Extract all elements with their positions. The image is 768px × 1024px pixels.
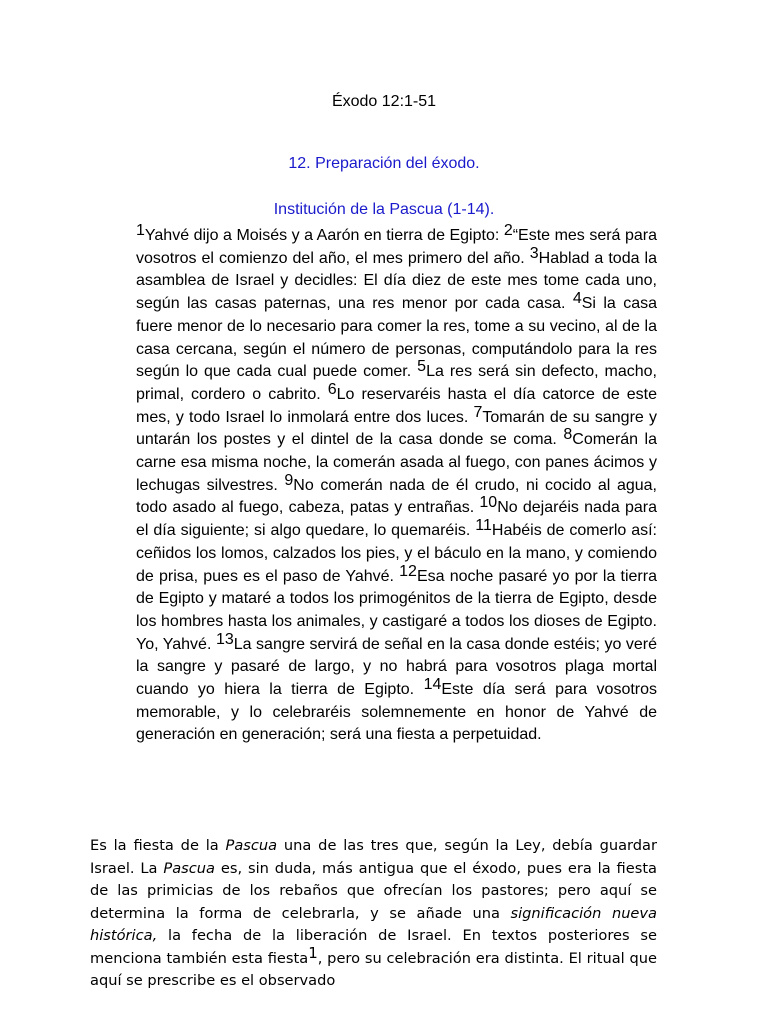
verse-number: 4 [572, 290, 582, 308]
verse-text: Tomarán de su sangre y untarán los postes y el dintel de la casa donde se coma. [136, 408, 657, 449]
commentary-text: es, sin duda, más antigua que el éxodo, pues era la fiesta de las primicias de los rebaños que ofrecían los pastores; pero aquí se determina la forma de celebrarla, y se añade una [90, 859, 657, 922]
passage-reference: Éxodo 12:1-51 [331, 93, 437, 110]
verse-text: “Este mes será para vosotros el comienzo del año, el mes primero del año. [136, 227, 657, 267]
verse-number: 8 [563, 426, 573, 444]
verse-text: Comerán la carne esa misma noche, la comerán asada al fuego, con panes ácimos y lechugas silvestres. [136, 431, 658, 494]
commentary-text: una de las tres que, según la Ley, debía guardar Israel. La [90, 837, 657, 877]
verse-number: 12 [399, 562, 417, 580]
footnote-marker[interactable]: 1 [308, 943, 318, 962]
verse-text: No dejaréis nada para el día siguiente; si algo quedare, lo quemaréis. [136, 499, 657, 540]
verse-number: 1 [136, 222, 145, 239]
commentary-text: la fecha de la liberación de Israel. En textos posteriores se menciona también esta fiesta [90, 927, 657, 967]
verse-text: Este día será para vosotros memorable, y lo celebraréis solemnemente en honor de Yahvé de generación en generación; será una fiesta a perpetuidad. [136, 681, 658, 744]
verse-text: Esa noche pasaré yo por la tierra de Egipto y mataré a todos los primogénitos de la tierra de Egipto, desde los hombres hasta los animales, y castigaré a todos los dioses de Egipto. Yo, Yahvé. [136, 567, 657, 653]
verse-text: Hablad a toda la asamblea de Israel y decidles: El día diez de este mes tome cada uno, según las casas paternas, una res menor por cada casa. [136, 249, 657, 313]
verse-number: 5 [417, 358, 427, 376]
commentary-paragraph [90, 835, 657, 993]
verse-number: 7 [473, 403, 483, 421]
commentary-emphasis: Pascua [163, 859, 215, 877]
verse-text: No comerán nada de él crudo, ni cocido al agua, todo asado al fuego, cabeza, patas y entrañas. [136, 476, 657, 517]
verse-number: 14 [423, 676, 442, 694]
verse-text: Si la casa fuere menor de lo necesario para comer la res, tome a su vecino, al de la casa cercana, según el número de personas, computándolo para la res según lo que cada cual puede comer. [136, 295, 657, 381]
verse-number: 9 [284, 471, 294, 489]
subsection-title: Institución de la Pascua (1-14). [273, 201, 495, 218]
verse-text: La sangre servirá de señal en la casa donde estéis; yo veré la sangre y pasaré de largo, y no habrá para vosotros plaga mortal cuando yo hiera la tierra de Egipto. [136, 635, 658, 699]
commentary-emphasis: Pascua [225, 837, 278, 854]
verse-text: Lo reservaréis hasta el día catorce de este mes, y todo Israel lo inmolará entre dos luces. [136, 385, 658, 426]
verse [136, 222, 499, 244]
verse-number: 3 [529, 244, 539, 262]
verse-number: 13 [215, 630, 234, 648]
verse-number: 6 [327, 380, 337, 398]
verse-number: 10 [479, 494, 498, 512]
verse-text: Habéis de comerlo así: ceñidos los lomos, calzados los pies, y el báculo en la mano, y comiendo de prisa, pues es el paso de Yahvé. [136, 522, 658, 585]
scripture-text [136, 222, 658, 747]
verse-text: La res será sin defecto, macho, primal, cordero o cabrito. [136, 363, 657, 403]
verse-text: Yahvé dijo a Moisés y a Aarón en tierra de Egipto: [144, 227, 500, 244]
verse-number: 11 [475, 517, 492, 535]
section-title: 12. Preparación del éxodo. [288, 155, 480, 172]
commentary-emphasis: significación nueva histórica, [90, 904, 657, 944]
verse-number: 2 [503, 222, 513, 239]
commentary-text: , pero su celebración era distinta. El ritual que aquí se prescribe es el observado [90, 949, 657, 989]
commentary-text: Es la fiesta de la [90, 837, 226, 854]
